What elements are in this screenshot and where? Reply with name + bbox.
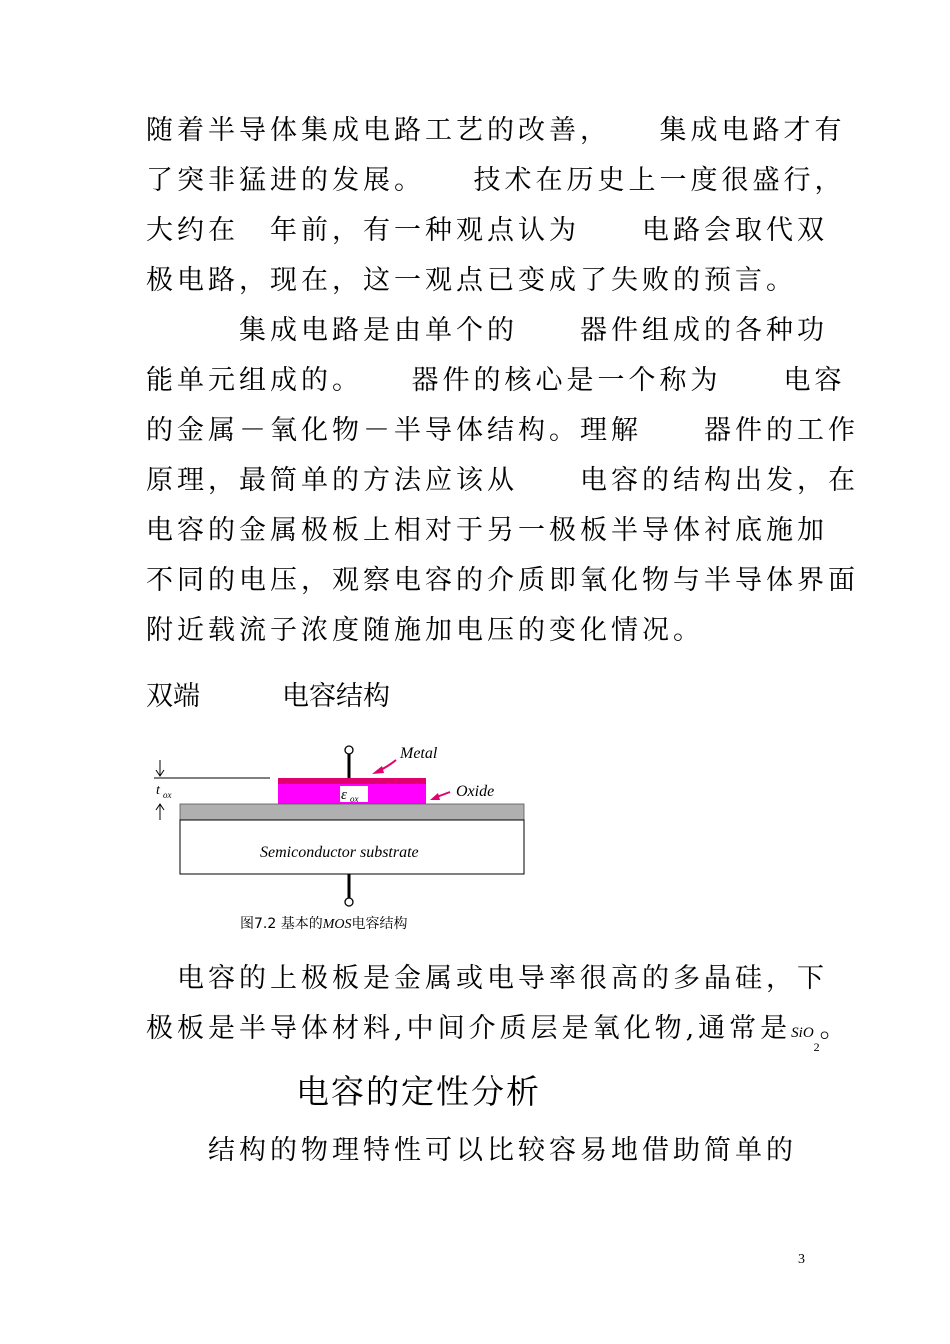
text-line: [146, 1012, 851, 1054]
sio2-formula: SiO: [791, 1025, 814, 1041]
heading-suffix: 电容结构: [282, 681, 390, 712]
text-line: 集成电路是由单个的 器件组成的各种功: [146, 315, 828, 346]
text-line: 大约在 年前，有一种观点认为 电路会取代双: [146, 215, 828, 246]
section-heading-structure: [146, 674, 390, 713]
sentence-end: 。: [819, 1013, 851, 1044]
text-line: 极电路，现在，这一观点已变成了失败的预言。: [146, 265, 797, 296]
text-line: 原理，最简单的方法应该从 电容的结构出发，在: [146, 465, 859, 496]
caption-mos: MOS: [322, 917, 352, 932]
text-line: 了突非猛进的发展。 技术在历史上一度很盛行，: [146, 165, 846, 196]
oxide-label: Oxide: [456, 783, 495, 800]
text-line: 不同的电压，观察电容的介质即氧化物与半导体界面: [146, 565, 859, 596]
heading-prefix: 双端: [146, 681, 200, 712]
text-line: 电容的上极板是金属或电导率很高的多晶硅，下: [146, 963, 828, 994]
text-line: 的金属－氧化物－半导体结构。理解 器件的工作: [146, 415, 859, 446]
oxide-arrowhead-icon: [430, 793, 440, 800]
text-line: 附近载流子浓度随施加电压的变化情况。: [146, 615, 704, 646]
metal-arrowhead-icon: [372, 766, 384, 774]
tox-subscript: ox: [163, 790, 172, 800]
epsilon-symbol: ε: [341, 787, 347, 803]
caption-suffix: 电容结构: [351, 916, 408, 932]
sio2-subscript: 2: [813, 1040, 820, 1054]
text-line: 电容的金属极板上相对于另一极板半导体衬底施加: [146, 515, 828, 546]
metal-layer: [278, 778, 426, 784]
text-segment: 极板是半导体材料,中间介质层是氧化物,通常是: [146, 1013, 792, 1044]
bottom-terminal-icon: [345, 898, 353, 906]
text-line: 随着半导体集成电路工艺的改善， 集成电路才有: [146, 115, 846, 146]
page-number: 3: [798, 1252, 805, 1267]
substrate-top-band: [180, 804, 524, 820]
figure-caption: [240, 915, 408, 932]
mos-capacitor-figure: [150, 740, 530, 940]
caption-prefix: 图7.2 基本的: [240, 916, 323, 932]
mos-diagram: [150, 740, 530, 940]
section-heading-analysis: 电容的定性分析: [296, 1072, 541, 1111]
tox-symbol: t: [156, 783, 160, 798]
substrate-label: Semiconductor substrate: [260, 844, 419, 861]
text-line: 能单元组成的。 器件的核心是一个称为 电容: [146, 365, 846, 396]
metal-label: Metal: [400, 745, 438, 762]
epsilon-subscript: ox: [350, 794, 359, 804]
text-line: 结构的物理特性可以比较容易地借助简单的: [146, 1135, 797, 1166]
top-terminal-icon: [345, 746, 353, 754]
